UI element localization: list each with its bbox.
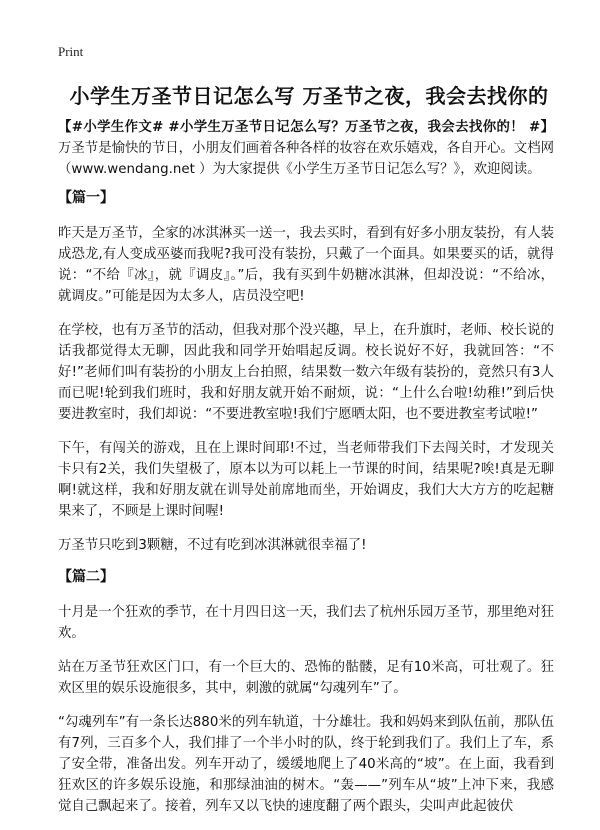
paragraph: 在学校，也有万圣节的活动，但我对那个没兴趣，早上，在升旗时，老师、校长说的话我都觉得太无聊，因此我和同学开始唱起反调。校长说好不好，我就回答：“不好!”老师们叫有装扮的小朋友上台拍照，结果数一数六年级有装扮的，竟然只有3人而已呢!轮到我们班时，我和好朋友就开始不耐烦，说：“上什么台啦!幼稚!”到后快要进教室时，我们却说：“不要进教室啦!我们宁愿晒太阳，也不要进教室考试啦!” <box>58 323 554 422</box>
paragraph: 站在万圣节狂欢区门口，有一个巨大的、恐怖的骷髅，足有10米高，可壮观了。狂欢区里的娱乐设施很多，其中，刺激的就属“勾魂列车”了。 <box>58 660 554 696</box>
paragraph: 十月是一个狂欢的季节，在十月四日这一天，我们去了杭州乐园万圣节，那里绝对狂欢。 <box>58 605 554 641</box>
intro-text: 万圣节是愉快的节日，小朋友们画着各种各样的妆容在欢乐嬉戏，各自开心。文档网（www.wendang.net ）为大家提供《小学生万圣节日记怎么写？》，欢迎阅读。 <box>58 141 554 177</box>
paragraph: “勾魂列车”有一条长达880米的列车轨道，十分雄壮。我和妈妈来到队伍前，那队伍有7列，三百多个人，我们排了一个半小时的队，终于轮到我们了。我们上了车，系了安全带，准备出发。列车开动了，缓缓地爬上了40米高的“坡”。在上面，我看到狂欢区的许多娱乐设施，和那绿油油的树木。“轰——”列车从“坡”上冲下来，我感觉自己飘起来了。接着，列车又以飞快的速度翻了两个跟头，尖叫声此起彼伏 <box>58 715 554 814</box>
print-label: Print <box>58 44 84 59</box>
paragraph: 下午，有闯关的游戏，且在上课时间耶!不过，当老师带我们下去闯关时，才发现关卡只有2关，我们失望极了，原本以为可以耗上一节课的时间，结果呢?唉!真是无聊啊!就这样，我和好朋友就在训导处前席地而坐，开始调皮，我们大大方方的吃起糖果来了，不顾是上课时间喔! <box>58 441 554 519</box>
section-heading-2: 【篇二】 <box>58 569 114 585</box>
section-heading-1: 【篇一】 <box>58 190 114 206</box>
paragraph: 昨天是万圣节，全家的冰淇淋买一送一，我去买时，看到有好多小朋友装扮，有人装成恐龙,有人变成巫婆而我呢?我可没有装扮，只戴了一个面具。如果要买的话，就得说：“不给『冰』，就『调皮』。”后，我有买到牛奶糖冰淇淋，但却没说：“不给冰，就调皮。”可能是因为太多人，店员没空吧! <box>58 226 554 304</box>
page-title: 小学生万圣节日记怎么写 万圣节之夜，我会去找你的 <box>69 84 549 108</box>
paragraph: 万圣节只吃到3颗糖，不过有吃到冰淇淋就很幸福了! <box>58 538 367 553</box>
intro-paragraph <box>58 117 554 180</box>
article-body <box>58 117 554 830</box>
intro-tag: 【#小学生作文# #小学生万圣节日记怎么写？万圣节之夜，我会去找你的！ #】 <box>58 120 554 135</box>
